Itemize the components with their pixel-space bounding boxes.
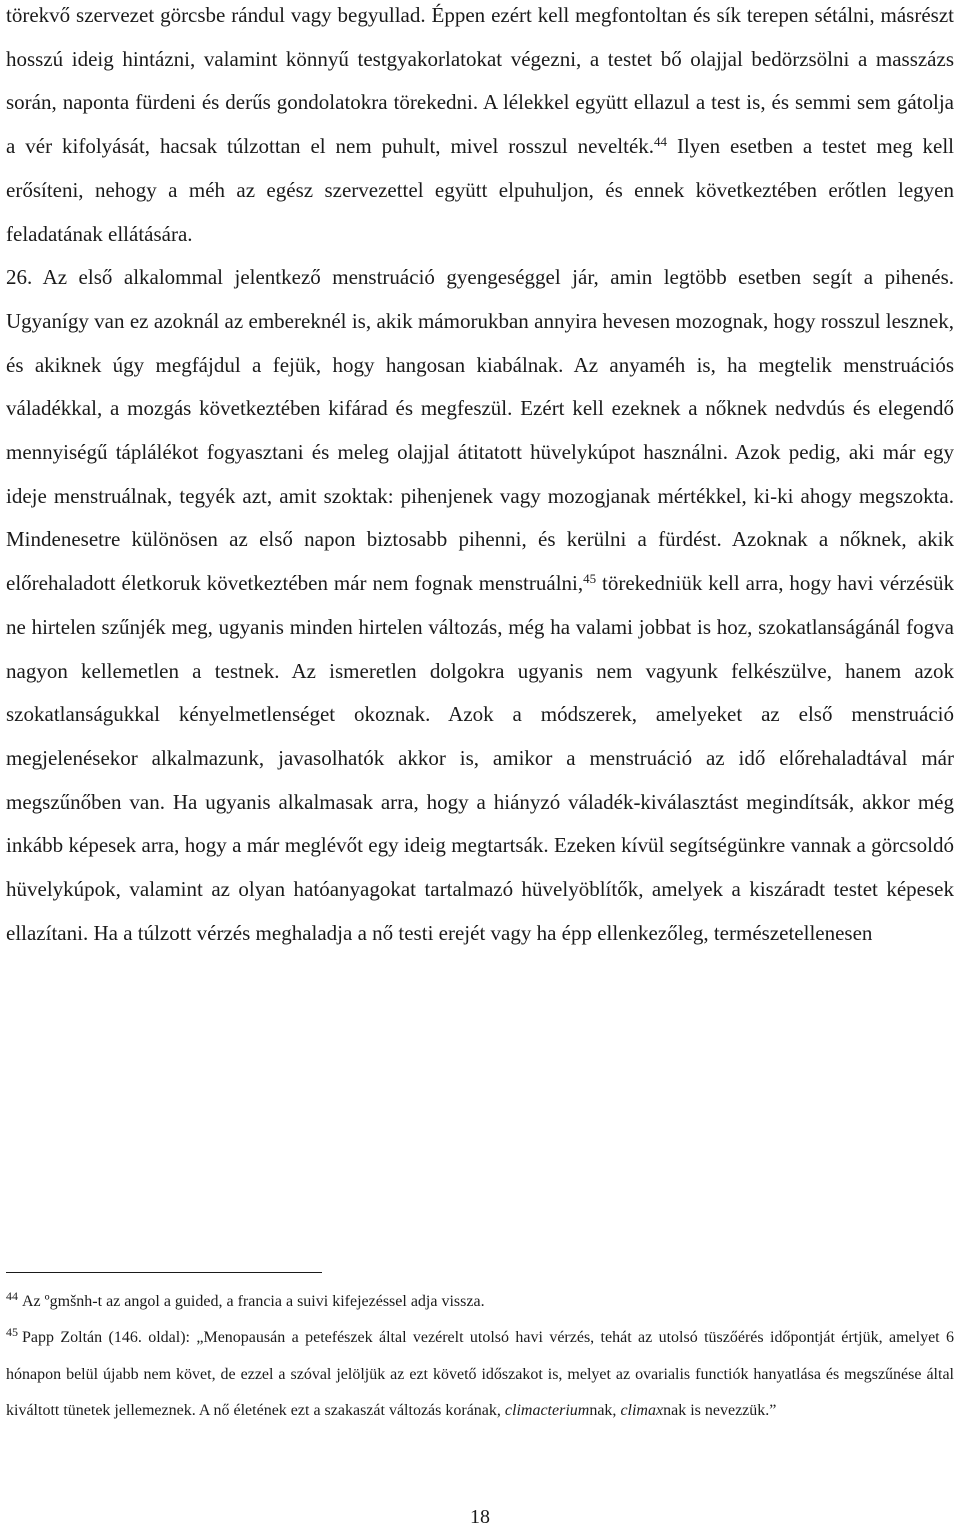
- paragraph-text: Ilyen esetben a testet meg kell erősíteni, nehogy a méh az egész szervezettel együtt elpuhuljon, és ennek következtében erőtlen legyen feladatának ellátására.: [6, 134, 954, 246]
- footnote-divider: [6, 1272, 322, 1273]
- paragraph-text: 26. Az első alkalommal jelentkező menstruáció gyengeséggel jár, amin legtöbb esetben segít a pihenés. Ugyanígy van ez azoknál az embereknél is, akik mámorukban annyira hevesen mozognak, hogy rosszul lesznek, és akiknek úgy megfájdul a fejük, hogy hangosan kiabálnak. Az anyaméh is, ha megtelik menstruációs váladékkal, a mozgás következtében kifárad és megfeszül. Ezért kell ezeknek a nőknek nedvdús és elegendő mennyiségű táplálékot fogyasztani és meleg olajjal átitatott hüvelykúpot használni. Azok pedig, aki már egy ideje menstruálnak, tegyék azt, amit szoktak: pihenjenek vagy mozogjanak mértékkel, ki-ki ahogy megszokta. Mindenesetre különösen az első napon biztosabb pihenni, és kerülni a fürdést. Azoknak a nőknek, akik előrehaladott életkoruk következtében már nem fognak menstruálni,: [6, 265, 954, 596]
- footnote-italic-term: climax: [620, 1401, 664, 1419]
- page-number: 18: [470, 1506, 490, 1528]
- footnote-text: Az ºgmšnh-t az angol a guided, a francia a suivi kifejezéssel adja vissza.: [22, 1293, 485, 1310]
- footnote-reference-44[interactable]: 44: [654, 134, 668, 150]
- body-text: [6, 0, 954, 955]
- footnote-text: nak is nevezzük.”: [663, 1401, 777, 1419]
- footnote-text: Papp Zoltán (146. oldal): „Menopausán a petefészek által vezérelt utolsó havi vérzés, tehát az utolsó tüszőérés időpontját értjük, amelyet 6 hónapon belül újabb nem követ, de ezzel a szóval jelöljük az ezt követő időszakot is, melyet az ovarialis functiók hanyatlása és megszűnése által kiváltott tünetek jellemeznek. A nő életének ezt a szakaszát változás korának,: [6, 1329, 954, 1419]
- footnote-44: [6, 1284, 954, 1320]
- paragraph-text: törekvő szervezet görcsbe rándul vagy begyullad. Éppen ezért kell megfontoltan és sík terepen sétálni, másrészt hosszú ideig hintázni, valamint könnyű testgyakorlatokat végezni, a testet bő olajjal bedörzsölni a masszázs során, naponta fürdeni és derűs gondolatokra törekedni. A lélekkel együtt ellazul a test is, és semmi sem gátolja a vér kifolyását, hacsak túlzottan el nem puhult, mivel rosszul nevelték.: [6, 3, 954, 159]
- paragraph-continuation: [6, 0, 954, 256]
- footnotes: [6, 1284, 954, 1429]
- paragraph-section-26: [6, 256, 954, 955]
- footnote-reference-45[interactable]: 45: [583, 571, 597, 587]
- footnote-text: nak,: [589, 1401, 621, 1419]
- footnote-mark: 45: [6, 1325, 18, 1340]
- footnote-italic-term: climacterium: [504, 1401, 590, 1419]
- paragraph-text: törekedniük kell arra, hogy havi vérzésük ne hirtelen szűnjék meg, ugyanis minden hirtelen változás, még ha valami jobbat is hoz, szokatlanságánál fogva nagyon kellemetlen a testnek. Az ismeretlen dolgokra ugyanis nem vagyunk felkészülve, hanem azok szokatlanságukkal kényelmetlenséget okoznak. Azok a módszerek, amelyeket az első menstruáció megjelenésekor alkalmazunk, javasolhatók akkor is, amikor a menstruáció az idő előrehaladtával már megszűnőben van. Ha ugyanis alkalmasak arra, hogy a hiányzó váladék-kiválasztást megindítsák, akkor még inkább képesek arra, hogy a már meglévőt egy ideig megtartsák. Ezeken kívül segítségünkre vannak a görcsoldó hüvelykúpok, valamint az olyan hatóanyagokat tartalmazó hüvelyöblítők, amelyek a kiszáradt testet képesek ellazítani. Ha a túlzott vérzés meghaladja a nő testi erejét vagy ha épp ellenkezőleg, természetellenesen: [6, 571, 954, 945]
- document-page: [6, 0, 954, 1539]
- footnote-mark: 44: [6, 1289, 18, 1303]
- footnote-45: [6, 1320, 954, 1429]
